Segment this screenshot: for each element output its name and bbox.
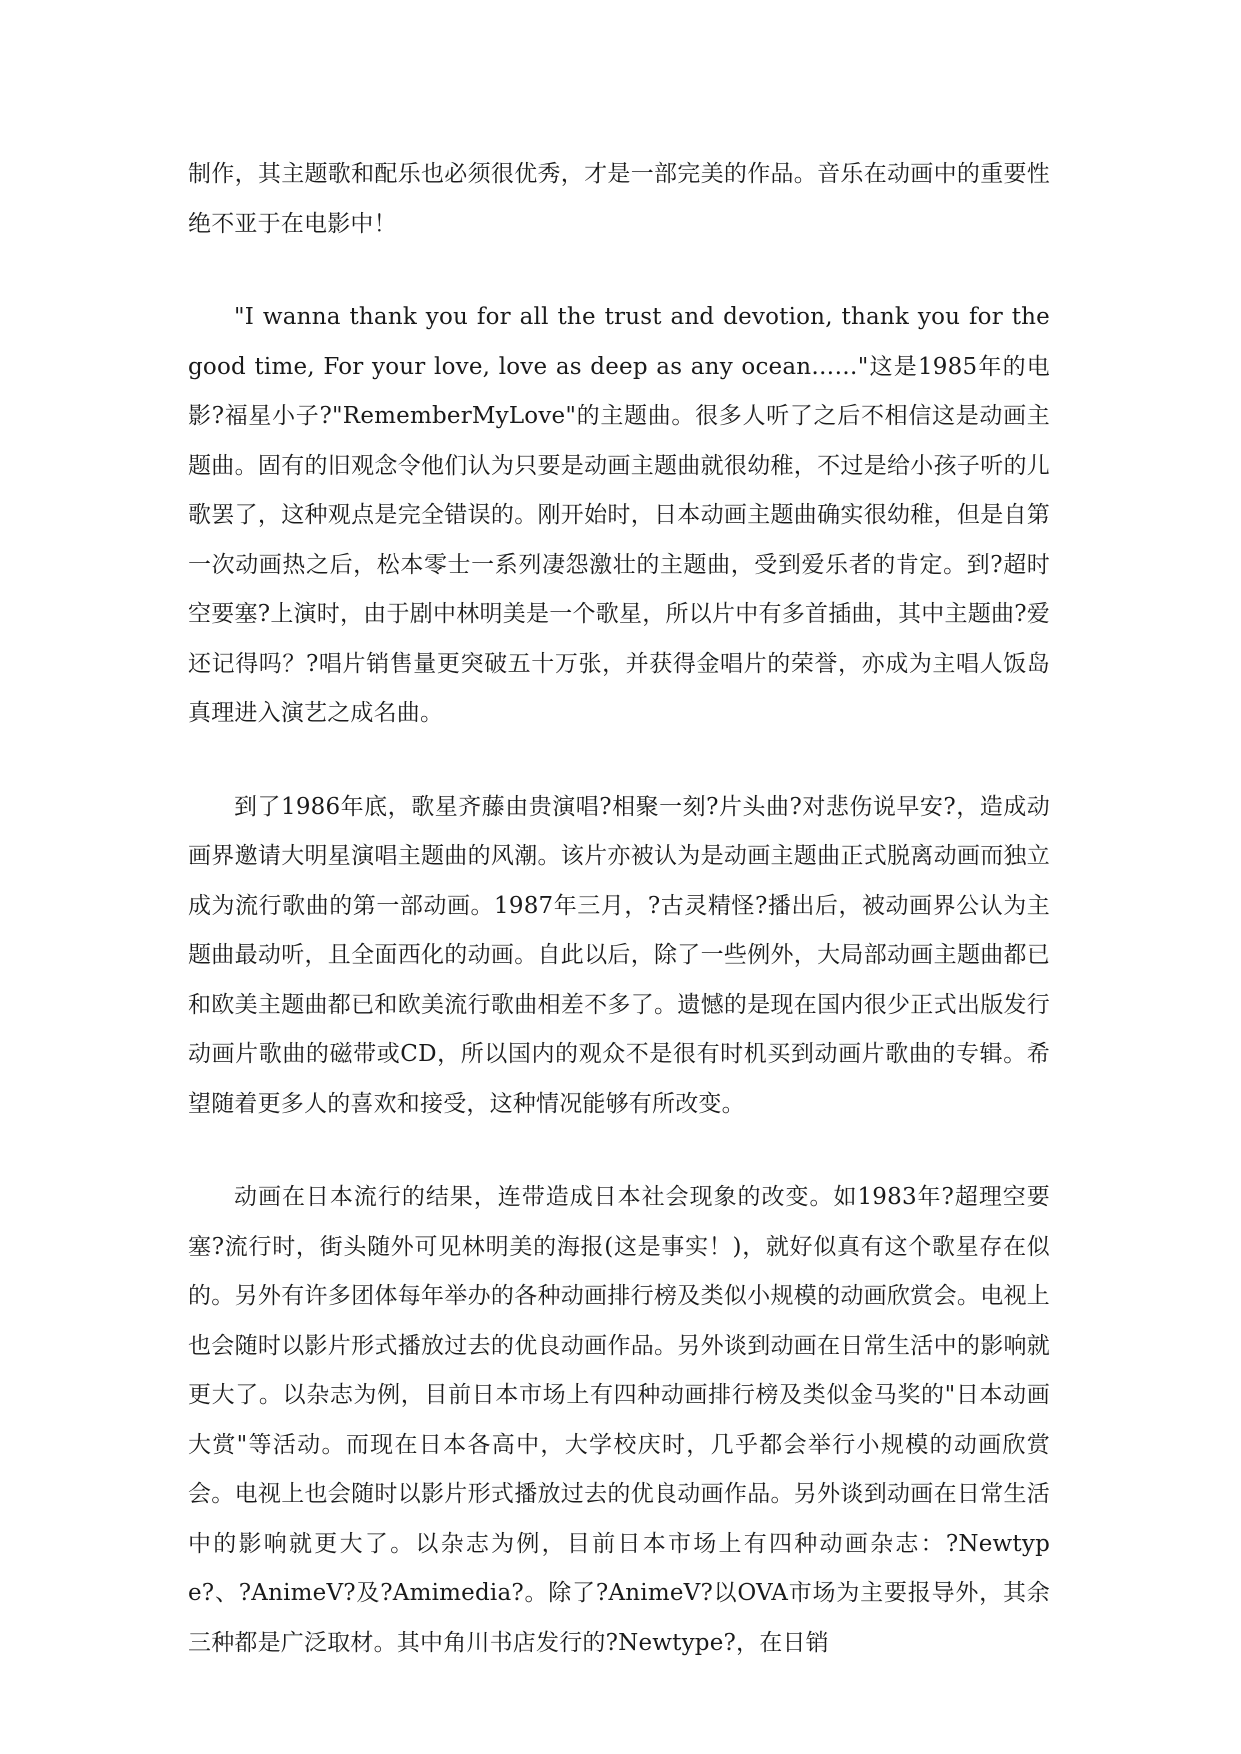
paragraph-2: "I wanna thank you for all the trust and devotion, thank you for the good time, For your love, love as deep as any ocean……"这是1985年的电影?福星小子?"RememberMyLove"的主题曲。很多人听了之后不相信这是动画主题曲。固有的旧观念令他们认为只要是动画主题曲就很幼稚，不过是给小孩子听的儿歌罢了，这种观点是完全错误的。刚开始时，日本动画主题曲确实很幼稚，但是自第一次动画热之后，松本零士一系列凄怨激壮的主题曲，受到爱乐者的肯定。到?超时空要塞?上演时，由于剧中林明美是一个歌星，所以片中有多首插曲，其中主题曲?爱还记得吗？?唱片销售量更突破五十万张，并获得金唱片的荣誉，亦成为主唱人饭岛真理进入演艺之成名曲。 — [188, 304, 1050, 726]
paragraph-gap — [188, 1129, 1050, 1173]
paragraph-gap — [188, 249, 1050, 293]
paragraph-1: 制作，其主题歌和配乐也必须很优秀，才是一部完美的作品。音乐在动画中的重要性绝不亚于在电影中！ — [188, 161, 1050, 237]
paragraph-4: 动画在日本流行的结果，连带造成日本社会现象的改变。如1983年?超理空要塞?流行时，街头随外可见林明美的海报(这是事实！)，就好似真有这个歌星存在似的。另外有许多团体每年举办的各种动画排行榜及类似小规模的动画欣赏会。电视上也会随时以影片形式播放过去的优良动画作品。另外谈到动画在日常生活中的影响就更大了。以杂志为例，目前日本市场上有四种动画排行榜及类似金马奖的"日本动画大赏"等活动。而现在日本各高中，大学校庆时，几乎都会举行小规模的动画欣赏会。电视上也会随时以影片形式播放过去的优良动画作品。另外谈到动画在日常生活中的影响就更大了。以杂志为例，目前日本市场上有四种动画杂志：?Newtype?、?AnimeV?及?Amimedia?。除了?AnimeV?以OVA市场为主要报导外，其余三种都是广泛取材。其中角川书店发行的?Newtype?，在日销 — [188, 1184, 1050, 1656]
paragraph-3: 到了1986年底，歌星齐藤由贵演唱?相聚一刻?片头曲?对悲伤说早安?，造成动画界邀请大明星演唱主题曲的风潮。该片亦被认为是动画主题曲正式脱离动画而独立成为流行歌曲的第一部动画。1987年三月，?古灵精怪?播出后，被动画界公认为主题曲最动听，且全面西化的动画。自此以后，除了一些例外，大局部动画主题曲都已和欧美主题曲都已和欧美流行歌曲相差不多了。遗憾的是现在国内很少正式出版发行动画片歌曲的磁带或CD，所以国内的观众不是很有时机买到动画片歌曲的专辑。希望随着更多人的喜欢和接受，这种情况能够有所改变。 — [188, 793, 1050, 1117]
document-body — [188, 150, 1050, 1668]
paragraph-gap — [188, 739, 1050, 783]
